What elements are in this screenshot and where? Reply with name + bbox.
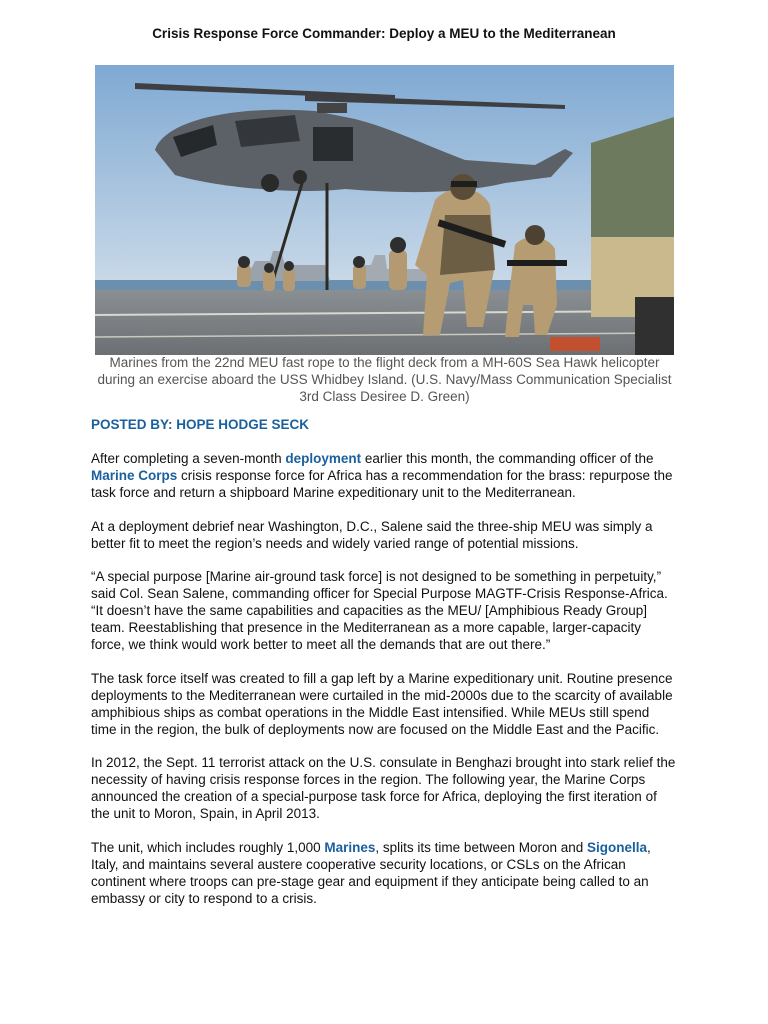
sigonella-link[interactable]: Sigonella xyxy=(587,839,648,855)
marines-link[interactable]: Marines xyxy=(324,839,376,855)
paragraph-1 xyxy=(91,450,676,501)
deployment-link[interactable]: deployment xyxy=(285,451,362,466)
author-byline: POSTED BY: HOPE HODGE SECK xyxy=(91,417,310,432)
photo-caption: Marines from the 22nd MEU fast rope to the flight deck from a MH-60S Sea Hawk helicopter during an exercise aboard the USS Whidbey Island. (U.S. Navy/Mass Communication Specialist 3rd Class Desiree D. Green) xyxy=(97,355,672,404)
article-photo xyxy=(95,65,674,355)
article-body xyxy=(91,450,676,923)
paragraph-1-text-1: After completing a seven-month xyxy=(91,451,286,466)
paragraph-6-text-3: , Italy, and maintains several austere cooperative security locations, or CSLs on the African continent where troops can pre-stage gear and equipment if they anticipate being called to an embassy or city to respond to a crisis. xyxy=(91,839,651,906)
paragraph-5: In 2012, the Sept. 11 terrorist attack on the U.S. consulate in Benghazi brought into stark relief the necessity of having crisis response forces in the region. The following year, the Marine Corps announced the creation of a special-purpose task force for Africa, deploying the first iteration of the unit to Moron, Spain, in April 2013. xyxy=(91,755,676,821)
paragraph-6-text-1: The unit, which includes roughly 1,000 xyxy=(91,839,325,855)
paragraph-4: The task force itself was created to fill a gap left by a Marine expeditionary unit. Routine presence deployments to the Mediterranean were curtailed in the mid-2000s due to the scarcity of available amphibious ships as combat operations in the Middle East intensified. While MEUs still spend time in the region, the bulk of deployments now are focused on the Middle East and the Pacific. xyxy=(91,670,673,737)
paragraph-1-text-2: earlier this month, the commanding officer of the xyxy=(361,451,654,466)
paragraph-1-text-3: crisis response force for Africa has a recommendation for the brass: repurpose the task force and return a shipboard Marine expeditionary unit to the Mediterranean. xyxy=(91,468,673,500)
paragraph-6-text-2: , splits its time between Moron and xyxy=(375,839,588,855)
paragraph-2: At a deployment debrief near Washington, D.C., Salene said the three-ship MEU was simply a better fit to meet the region’s needs and widely varied range of potential missions. xyxy=(91,518,653,551)
marine-corps-link[interactable]: Marine Corps xyxy=(91,468,178,483)
paragraph-3: “A special purpose [Marine air-ground task force] is not designed to be something in perpetuity,” said Col. Sean Salene, commanding officer for Special Purpose MAGTF-Crisis Response-Africa. “It doesn’t have the same capabilities and capacities as the MEU/ [Amphibious Ready Group] team. Reestablishing that presence in the Mediterranean as a more capable, larger-capacity force, we think would work better to meet all the demands that are out there.” xyxy=(91,569,668,652)
article-title: Crisis Response Force Commander: Deploy a MEU to the Mediterranean xyxy=(152,26,616,41)
paragraph-6 xyxy=(91,839,676,907)
